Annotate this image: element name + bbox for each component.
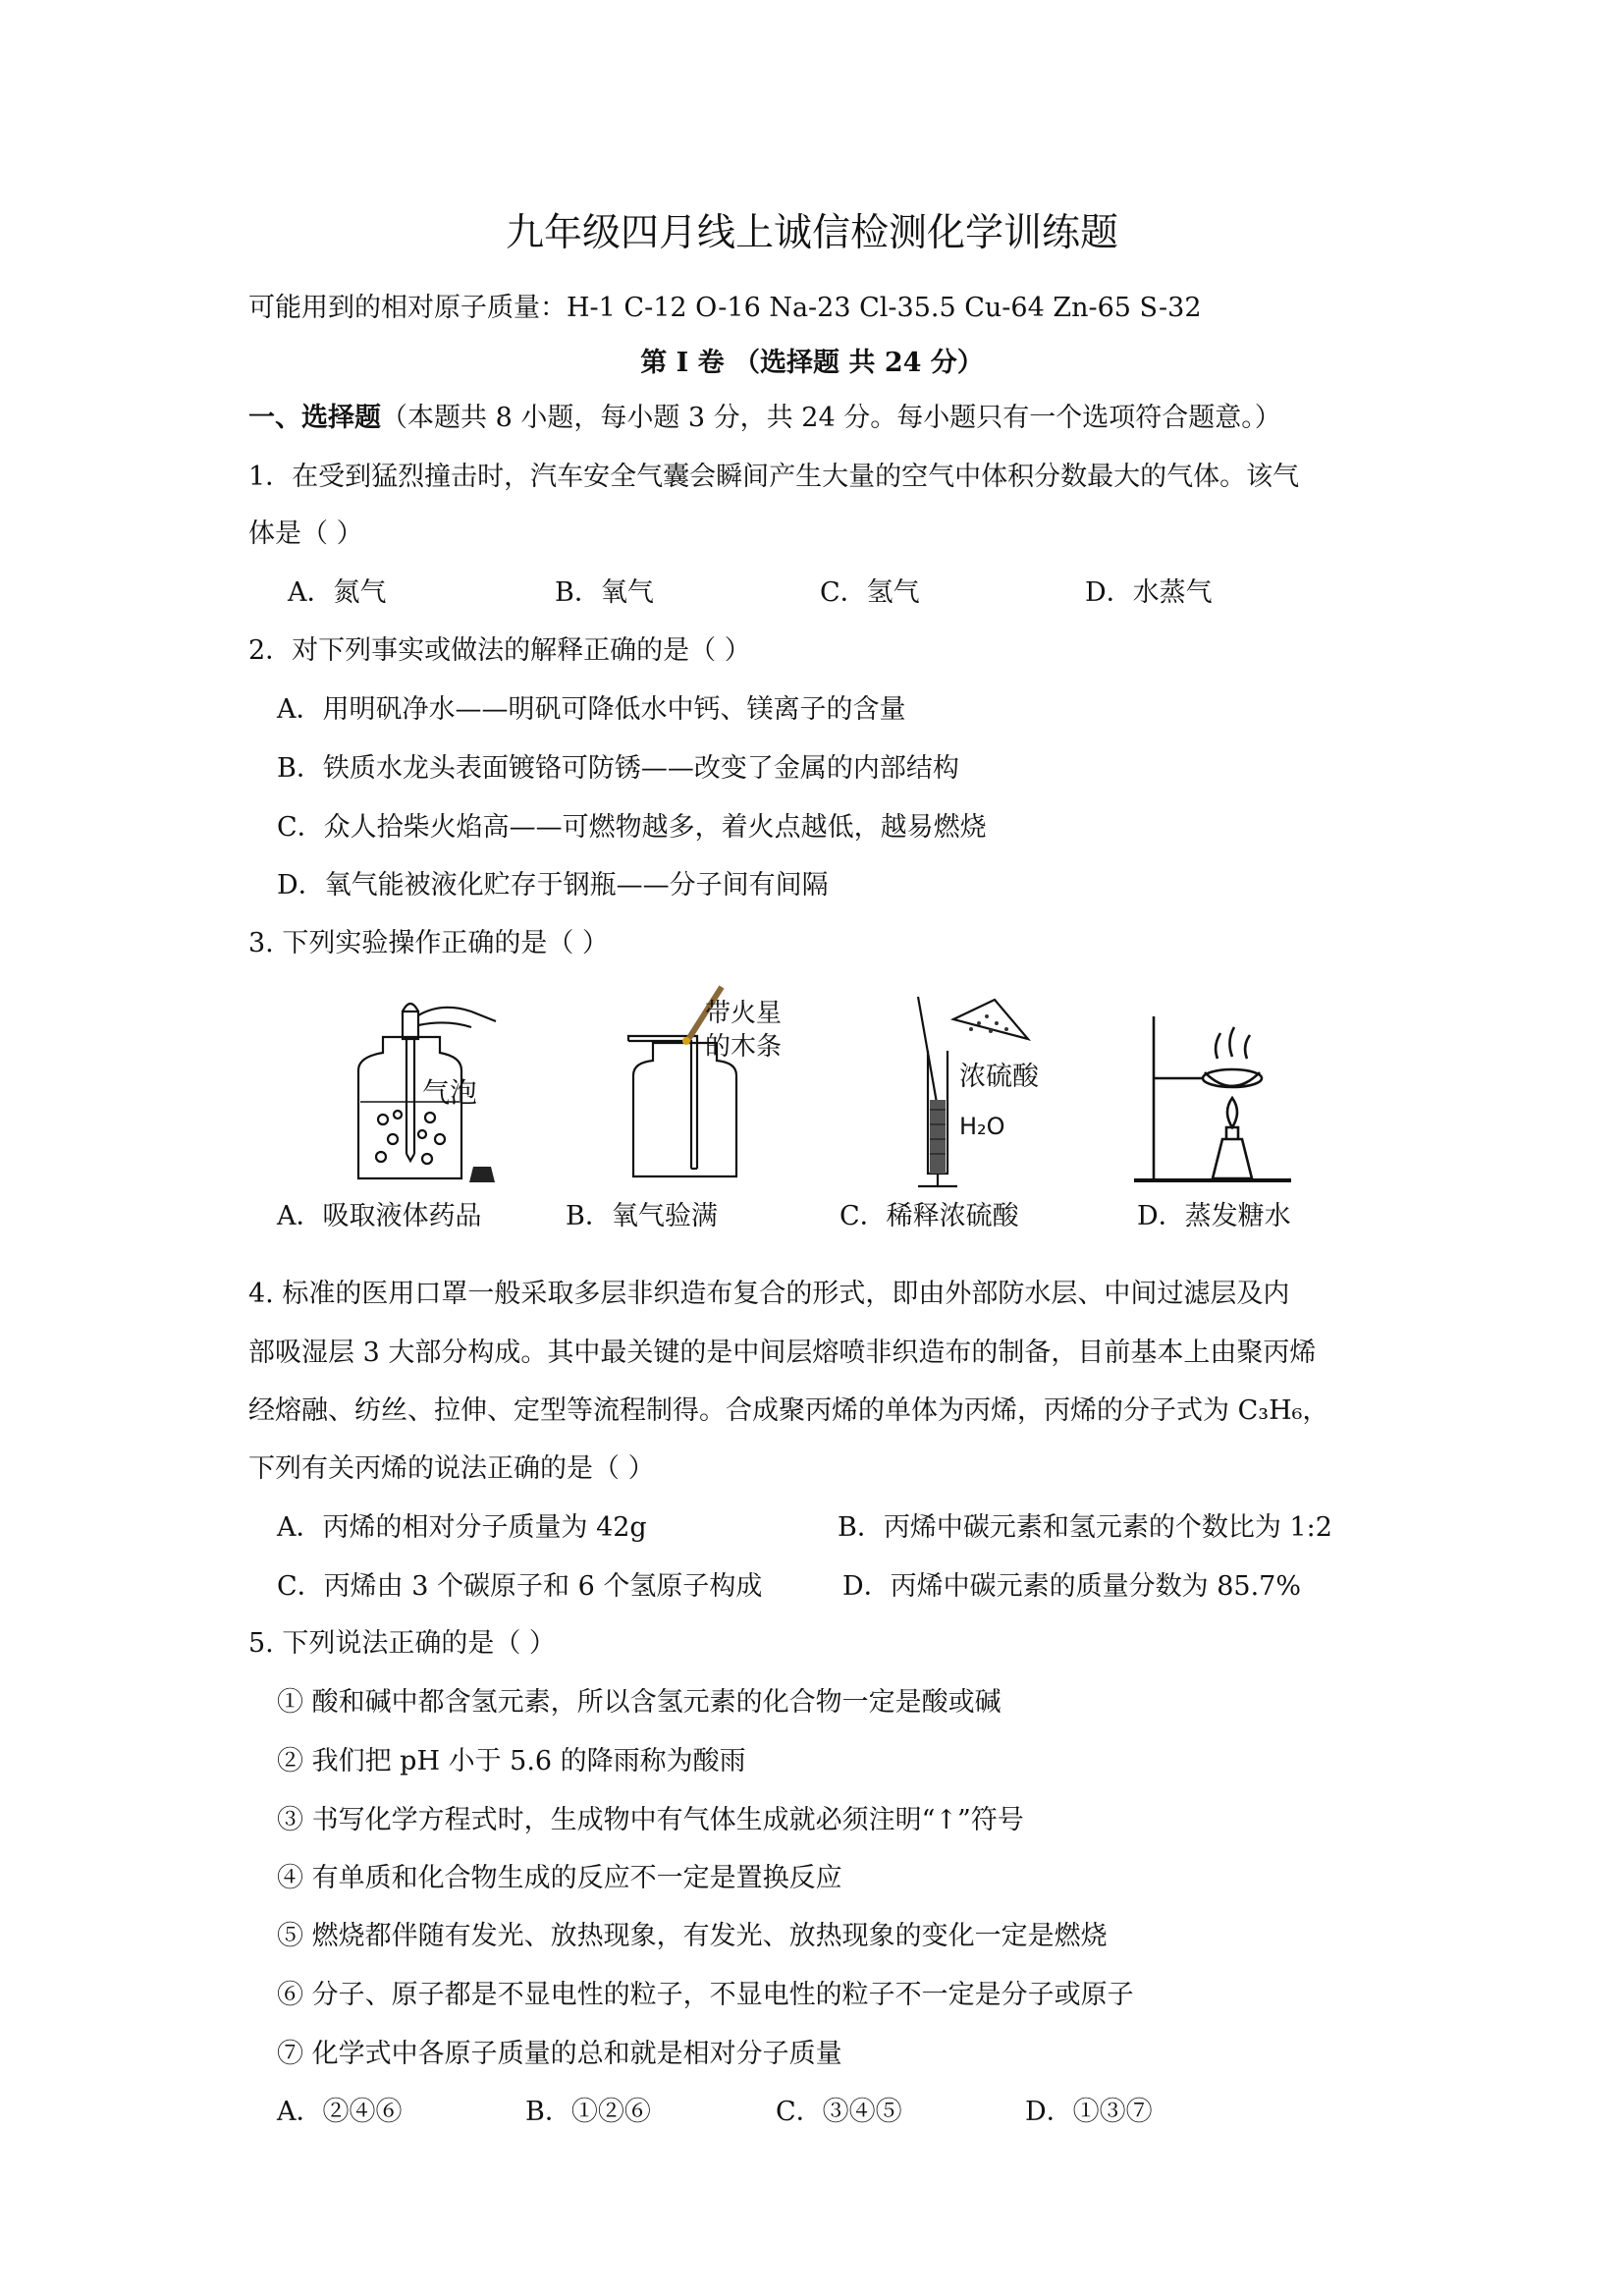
part-heading [248,401,1281,436]
q2-option-a: A．用明矾净水——明矾可降低水中钙、镁离子的含量 [277,694,906,725]
q1-stem-line2: 体是（ ） [248,519,363,549]
q5-stem: 5. 下列说法正确的是（ ） [248,1628,556,1659]
q5-option-b: B．①②⑥ [525,2097,651,2127]
q1-option-a: A．氮气 [288,577,387,608]
atomic-masses: 可能用到的相对原子质量：H-1 C-12 O-16 Na-23 Cl-35.5 Cu-64 Zn-65 S-32 [248,293,1202,323]
q4-line-3: 经熔融、纺丝、拉伸、定型等流程制得。合成聚丙烯的单体为丙烯，丙烯的分子式为 C₃H₆， [248,1395,1329,1426]
q4-option-d: D．丙烯中碳元素的质量分数为 85.7% [842,1571,1302,1602]
page-title: 九年级四月线上诚信检测化学训练题 [505,211,1118,255]
q3-option-b: B．氧气验满 [566,1201,718,1231]
figure-b-label-2: 的木条 [705,1032,783,1062]
q3-option-c: C．稀释浓硫酸 [839,1201,1019,1231]
q5-statement-6: ⑥ 分子、原子都是不显电性的粒子，不显电性的粒子不一定是分子或原子 [277,1980,1134,2010]
q4-option-a: A．丙烯的相对分子质量为 42g [277,1512,647,1543]
q2-stem: 2．对下列事实或做法的解释正确的是（ ） [248,635,751,666]
q5-statement-3: ③ 书写化学方程式时，生成物中有气体生成就必须注明“↑”符号 [277,1805,1024,1835]
q2-option-d: D．氧气能被液化贮存于钢瓶——分子间有间隔 [277,870,829,901]
q5-option-c: C．③④⑤ [776,2097,902,2127]
q5-option-d: D．①③⑦ [1025,2097,1153,2127]
part-heading-rest: （本题共 8 小题，每小题 3 分，共 24 分。每小题只有一个选项符合题意。） [381,403,1281,433]
figure-evaporation [1124,992,1321,1193]
q1-option-c: C．氢气 [820,577,920,608]
q5-statement-5: ⑤ 燃烧都伴随有发光、放热现象，有发光、放热现象的变化一定是燃烧 [277,1921,1108,1951]
figure-a-label: 气泡 [422,1076,478,1109]
q5-statement-1: ① 酸和碱中都含氢元素，所以含氢元素的化合物一定是酸或碱 [277,1687,1001,1718]
q4-line-4: 下列有关丙烯的说法正确的是（ ） [248,1453,655,1484]
q4-option-b: B．丙烯中碳元素和氢元素的个数比为 1:2 [838,1512,1332,1543]
q5-statement-2: ② 我们把 pH 小于 5.6 的降雨称为酸雨 [277,1746,746,1776]
figure-dilute-acid [889,992,1085,1198]
q4-line-2: 部吸湿层 3 大部分构成。其中最关键的是中间层熔喷非织造布的制备，目前基本上由聚丙烯 [248,1338,1317,1368]
q5-option-a: A．②④⑥ [277,2097,403,2127]
figure-c-label-water: H₂O [959,1113,1005,1140]
q2-option-b: B．铁质水龙头表面镀铬可防锈——改变了金属的内部结构 [277,753,959,784]
q4-line-1: 4. 标准的医用口罩一般采取多层非织造布复合的形式，即由外部防水层、中间过滤层及内 [248,1279,1290,1309]
q5-statement-4: ④ 有单质和化合物生成的反应不一定是置换反应 [277,1863,842,1893]
q3-option-d: D．蒸发糖水 [1137,1201,1291,1231]
q1-stem-line1: 1．在受到猛烈撞击时，汽车安全气囊会瞬间产生大量的空气中体积分数最大的气体。该气 [248,462,1300,492]
q3-option-a: A．吸取液体药品 [277,1201,482,1231]
q5-statement-7: ⑦ 化学式中各原子质量的总和就是相对分子质量 [277,2039,842,2069]
q1-option-b: B．氧气 [555,577,654,608]
q4-option-c: C．丙烯由 3 个碳原子和 6 个氢原子构成 [277,1571,763,1602]
part-heading-bold: 一、选择题 [248,403,381,433]
q1-option-d: D．水蒸气 [1085,577,1213,608]
figure-c-label-acid: 浓硫酸 [959,1062,1039,1092]
q3-stem: 3. 下列实验操作正确的是（ ） [248,928,609,958]
figure-dropper [324,992,501,1188]
section-heading: 第 I 卷 （选择题 共 24 分） [640,348,984,378]
figure-b-label-1: 带火星 [705,999,783,1028]
q2-option-c: C．众人拾柴火焰高——可燃物越多，着火点越低，越易燃烧 [277,812,987,843]
figure-oxygen-test [589,982,815,1188]
